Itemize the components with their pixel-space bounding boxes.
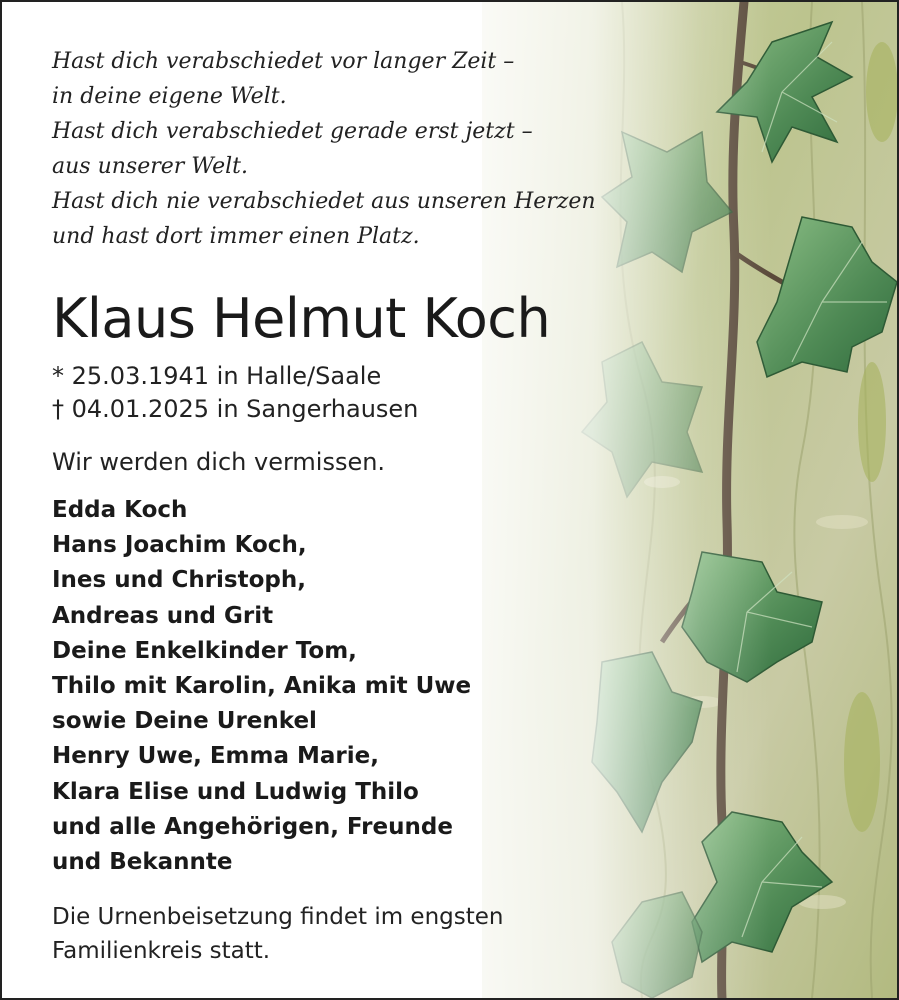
poem-line: Hast dich verabschiedet vor langer Zeit – [52,49,515,74]
poem-line: in deine eigene Welt. [52,84,287,109]
mourners-list [52,493,471,880]
mourner-line: Ines und Christoph, [52,567,306,594]
mourner-line: Edda Koch [52,497,188,523]
mourner-line: und alle Angehörigen, Freunde [52,813,453,840]
mourner-line: und Bekannte [52,849,233,876]
farewell-line: Wir werden dich vermissen. [52,448,386,476]
deceased-name: Klaus Helmut Koch [52,287,551,350]
mourner-line: Thilo mit Karolin, Anika mit Uwe [52,673,472,700]
burial-note-line: Familienkreis statt. [52,938,271,964]
mourner-line: Hans Joachim Koch, [52,532,307,559]
mourner-line: Andreas und Grit [52,602,274,629]
burial-note [52,900,504,968]
burial-note-line: Die Urnenbeisetzung findet im engsten [52,904,504,930]
mourner-line: sowie Deine Urenkel [52,708,317,735]
poem-line: aus unserer Welt. [52,154,248,179]
mourner-line: Henry Uwe, Emma Marie, [52,743,379,770]
memorial-poem [52,44,672,254]
mourner-line: Deine Enkelkinder Tom, [52,637,357,664]
death-date: † 04.01.2025 in Sangerhausen [52,395,419,423]
mourner-line: Klara Elise und Ludwig Thilo [52,778,419,805]
life-dates [52,360,418,426]
poem-line: Hast dich nie verabschiedet aus unseren Herzen [52,189,596,214]
poem-line: und hast dort immer einen Platz. [52,224,420,249]
poem-line: Hast dich verabschiedet gerade erst jetzt – [52,119,533,144]
birth-date: * 25.03.1941 in Halle/Saale [52,362,382,390]
